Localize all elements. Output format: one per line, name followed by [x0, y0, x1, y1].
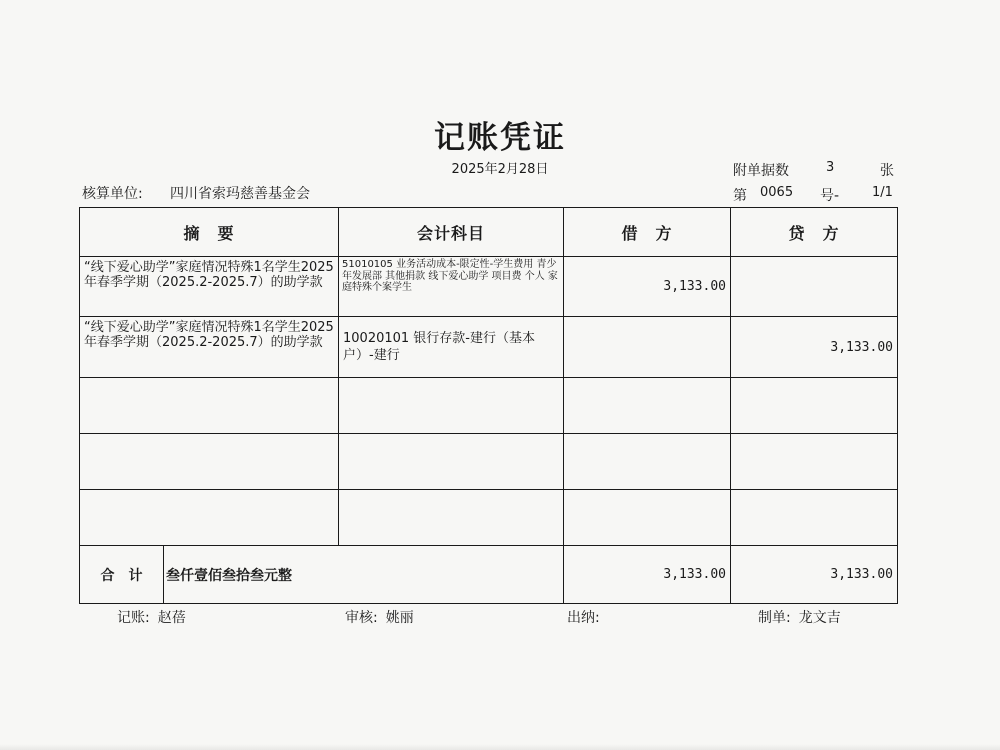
voucher-title: 记账凭证 — [434, 120, 566, 156]
entry-debit: 3,133.00 — [564, 257, 731, 317]
entry-credit — [731, 257, 898, 317]
entry-debit — [564, 317, 731, 378]
entry-summary: “线下爱心助学”家庭情况特殊1名学生2025年春季学期（2025.2-2025.7）的助学款 — [80, 257, 339, 317]
entry-credit: 3,133.00 — [731, 317, 898, 378]
bookkeeper-label: 记账: — [117, 610, 150, 626]
voucher-table — [79, 207, 898, 604]
table-header-row — [80, 208, 898, 257]
table-row-empty — [80, 378, 898, 434]
empty-cell — [564, 378, 731, 434]
voucher-page-number: 1/1 — [872, 185, 893, 200]
header-credit: 贷 方 — [731, 208, 898, 257]
empty-cell — [731, 434, 898, 490]
accounting-unit-name: 四川省索玛慈善基金会 — [170, 186, 310, 202]
entry-summary: “线下爱心助学”家庭情况特殊1名学生2025年春季学期（2025.2-2025.7）的助学款 — [80, 317, 339, 378]
empty-cell — [80, 434, 339, 490]
bookkeeper-name: 赵蓓 — [157, 610, 186, 626]
signature-preparer — [758, 607, 841, 627]
attachments-count: 3 — [826, 160, 835, 175]
empty-cell — [731, 378, 898, 434]
empty-cell — [564, 490, 731, 546]
attachments-unit: 张 — [880, 163, 894, 179]
entry-account: 10020101 银行存款-建行（基本户）-建行 — [339, 317, 564, 378]
table-row-empty — [80, 490, 898, 546]
empty-cell — [80, 378, 339, 434]
empty-cell — [339, 434, 564, 490]
voucher-date: 2025年2月28日 — [451, 162, 549, 177]
total-label: 合计 — [100, 567, 157, 584]
entry-account: 51010105 业务活动成本-限定性-学生费用 青少年发展部 其他捐款 线下爱心助学 项目费 个人 家庭特殊个案学生 — [339, 257, 564, 317]
empty-cell — [80, 490, 339, 546]
preparer-label: 制单: — [758, 610, 791, 626]
signature-bookkeeper — [117, 607, 186, 627]
cashier-label: 出纳: — [567, 610, 600, 626]
reviewer-name: 姚丽 — [385, 610, 414, 626]
accounting-unit-label: 核算单位: — [82, 186, 143, 202]
empty-cell — [731, 490, 898, 546]
voucher-number-suffix: 号- — [820, 188, 840, 204]
empty-cell — [564, 434, 731, 490]
empty-cell — [339, 378, 564, 434]
table-row — [80, 257, 898, 317]
total-row — [80, 546, 898, 604]
total-debit: 3,133.00 — [564, 546, 731, 604]
voucher-number-prefix: 第 — [733, 188, 747, 204]
signature-cashier — [567, 607, 608, 627]
reviewer-label: 审核: — [345, 610, 378, 626]
signature-reviewer — [345, 607, 414, 627]
header-summary: 摘 要 — [80, 208, 339, 257]
header-debit: 借 方 — [564, 208, 731, 257]
table-row-empty — [80, 434, 898, 490]
total-credit: 3,133.00 — [731, 546, 898, 604]
voucher-number: 0065 — [760, 185, 794, 200]
total-amount-in-words: 叁仟壹佰叁拾叁元整 — [166, 567, 292, 584]
preparer-name: 龙文吉 — [798, 610, 841, 626]
header-account: 会计科目 — [339, 208, 564, 257]
total-cell — [80, 546, 564, 604]
attachments-label: 附单据数 — [733, 163, 789, 179]
page-bottom-edge — [0, 744, 1000, 750]
table-row — [80, 317, 898, 378]
empty-cell — [339, 490, 564, 546]
